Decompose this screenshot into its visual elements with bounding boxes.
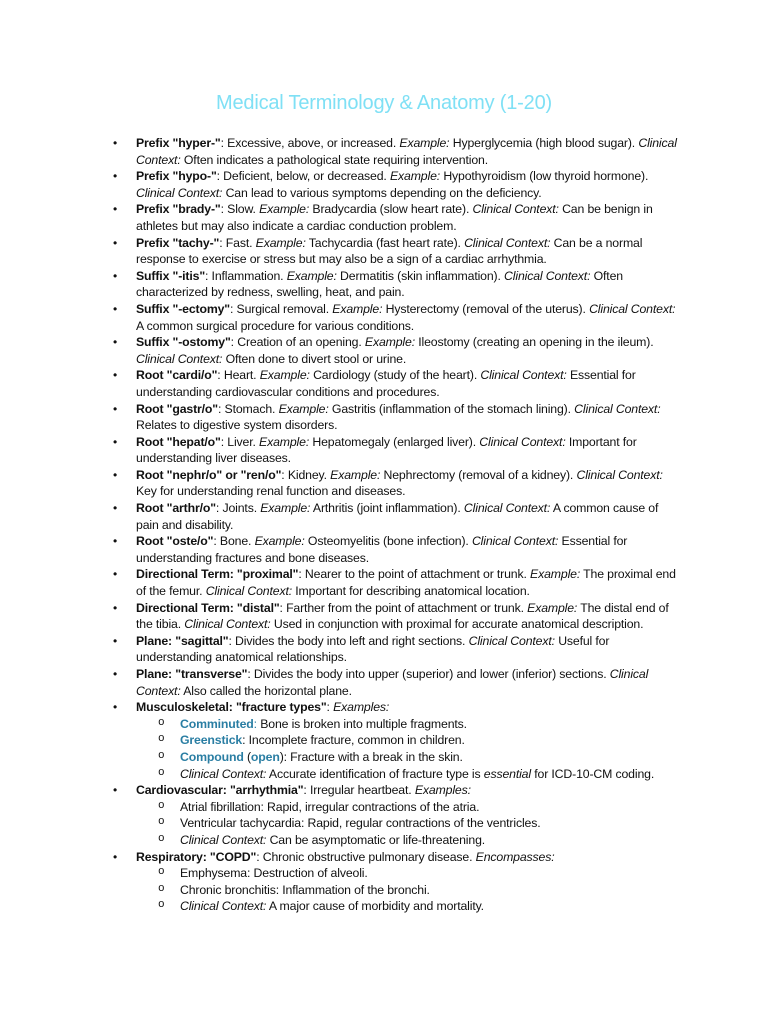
list-item: • Prefix "hypo-": Deficient, below, or decreased. Example: Hypothyroidism (low thyroid hormone). Clinical Context: Can lead to various symptoms depending on the deficiency. [113, 168, 683, 201]
term: Plane: "sagittal" [136, 633, 229, 648]
list-item: • Musculoskeletal: "fracture types": Examples: o Comminuted: Bone is broken into multiple fragments. o Greenstick: Incomplete fracture, common in children. o Compound (open): Fracture with a break in the skin. o Clinical Context: Accurate identification of fracture type is essential for ICD-10-CM coding. [113, 699, 683, 782]
sub-list-item: o Emphysema: Destruction of alveoli. [158, 865, 683, 882]
list-item: • Prefix "brady-": Slow. Example: Bradycardia (slow heart rate). Clinical Context: Can be benign in athletes but may also indicate a cardiac conduction problem. [113, 201, 683, 234]
term: Root "gastr/o" [136, 401, 218, 416]
term: Directional Term: "proximal" [136, 567, 299, 582]
list-item: • Root "hepat/o": Liver. Example: Hepatomegaly (enlarged liver). Clinical Context: Important for understanding liver diseases. [113, 434, 683, 467]
list-item: • Suffix "-itis": Inflammation. Example: Dermatitis (skin inflammation). Clinical Context: Often characterized by redness, swelling, heat, and pain. [113, 268, 683, 301]
term: Prefix "hyper-" [136, 136, 221, 150]
term: Prefix "brady-" [136, 202, 221, 217]
list-item: • Cardiovascular: "arrhythmia": Irregular heartbeat. Examples: o Atrial fibrillation: Rapid, irregular contractions of the atria. o Ventricular tachycardia: Rapid, regular contractions of the ventricles. o Clinical Context: Can be asymptomatic or life-threatening. [113, 782, 683, 848]
sub-list-item: o Clinical Context: Can be asymptomatic or life-threatening. [158, 832, 683, 849]
list-item: • Suffix "-ectomy": Surgical removal. Example: Hysterectomy (removal of the uterus). Clinical Context: A common surgical procedure for various conditions. [113, 301, 683, 334]
list-item: • Prefix "hyper-": Excessive, above, or increased. Example: Hyperglycemia (high blood sugar). Clinical Context: Often indicates a pathological state requiring intervention. [113, 135, 683, 168]
list-item: • Prefix "tachy-": Fast. Example: Tachycardia (fast heart rate). Clinical Context: Can be a normal response to exercise or stress but may also be a sign of a cardiac arrhythmia. [113, 235, 683, 268]
sub-list [136, 865, 683, 915]
list-item: • Suffix "-ostomy": Creation of an opening. Example: Ileostomy (creating an opening in the ileum). Clinical Context: Often done to divert stool or urine. [113, 334, 683, 367]
term: Prefix "tachy-" [136, 235, 220, 250]
sub-list-item: o Clinical Context: A major cause of morbidity and mortality. [158, 898, 683, 915]
term: Directional Term: "distal" [136, 600, 280, 615]
sub-list-item: o Ventricular tachycardia: Rapid, regular contractions of the ventricles. [158, 815, 683, 832]
list-item: • Root "gastr/o": Stomach. Example: Gastritis (inflammation of the stomach lining). Clinical Context: Relates to digestive system disorders. [113, 401, 683, 434]
sub-list-item: o Atrial fibrillation: Rapid, irregular contractions of the atria. [158, 799, 683, 816]
sub-list [136, 716, 683, 782]
term: Root "arthr/o" [136, 501, 216, 516]
term: Prefix "hypo-" [136, 169, 217, 184]
list-item: • Root "oste/o": Bone. Example: Osteomyelitis (bone infection). Clinical Context: Essential for understanding fractures and bone diseases. [113, 533, 683, 566]
list-item: • Directional Term: "proximal": Nearer to the point of attachment or trunk. Example: The proximal end of the femur. Clinical Context: Important for describing anatomical location. [113, 566, 683, 599]
term: Suffix "-ectomy" [136, 301, 230, 316]
page-title: Medical Terminology & Anatomy (1-20) [216, 92, 552, 114]
term: Respiratory: "COPD" [136, 849, 257, 864]
sub-list [136, 799, 683, 849]
list-item: • Root "arthr/o": Joints. Example: Arthritis (joint inflammation). Clinical Context: A common cause of pain and disability. [113, 500, 683, 533]
term: Root "cardi/o" [136, 368, 218, 383]
term: Suffix "-itis" [136, 268, 205, 283]
list-item: • Plane: "sagittal": Divides the body into left and right sections. Clinical Context: Useful for understanding anatomical relationships. [113, 633, 683, 666]
sub-list-item: o Clinical Context: Accurate identification of fracture type is essential for ICD-10-CM coding. [158, 766, 683, 783]
term: Suffix "-ostomy" [136, 335, 231, 350]
list-item: • Root "nephr/o" or "ren/o": Kidney. Example: Nephrectomy (removal of a kidney). Clinical Context: Key for understanding renal function and diseases. [113, 467, 683, 500]
list-item: • Respiratory: "COPD": Chronic obstructive pulmonary disease. Encompasses: o Emphysema: Destruction of alveoli. o Chronic bronchitis: Inflammation of the bronchi. o Clinical Context: A major cause of morbidity and mortality. [113, 849, 683, 915]
term: Plane: "transverse" [136, 667, 248, 681]
sub-list-item: o Greenstick: Incomplete fracture, common in children. [158, 732, 683, 749]
term: Musculoskeletal: "fracture types" [136, 700, 327, 715]
list-item: • Plane: "transverse": Divides the body into upper (superior) and lower (inferior) sections. Clinical Context: Also called the horizontal plane. [113, 666, 683, 699]
term: Root "nephr/o" or "ren/o" [136, 467, 282, 482]
sub-list-item: o Chronic bronchitis: Inflammation of the bronchi. [158, 882, 683, 899]
sub-list-item: o Compound (open): Fracture with a break in the skin. [158, 749, 683, 766]
term: Root "oste/o" [136, 534, 214, 549]
list-item: • Directional Term: "distal": Farther from the point of attachment or trunk. Example: The distal end of the tibia. Clinical Context: Used in conjunction with proximal for accurate anatomical description. [113, 600, 683, 633]
term: Root "hepat/o" [136, 434, 221, 449]
term: Cardiovascular: "arrhythmia" [136, 783, 304, 798]
list-item: • Root "cardi/o": Heart. Example: Cardiology (study of the heart). Clinical Context: Essential for understanding cardiovascular conditions and procedures. [113, 367, 683, 400]
sub-list-item: o Comminuted: Bone is broken into multiple fragments. [158, 716, 683, 733]
terms-list [113, 135, 683, 915]
